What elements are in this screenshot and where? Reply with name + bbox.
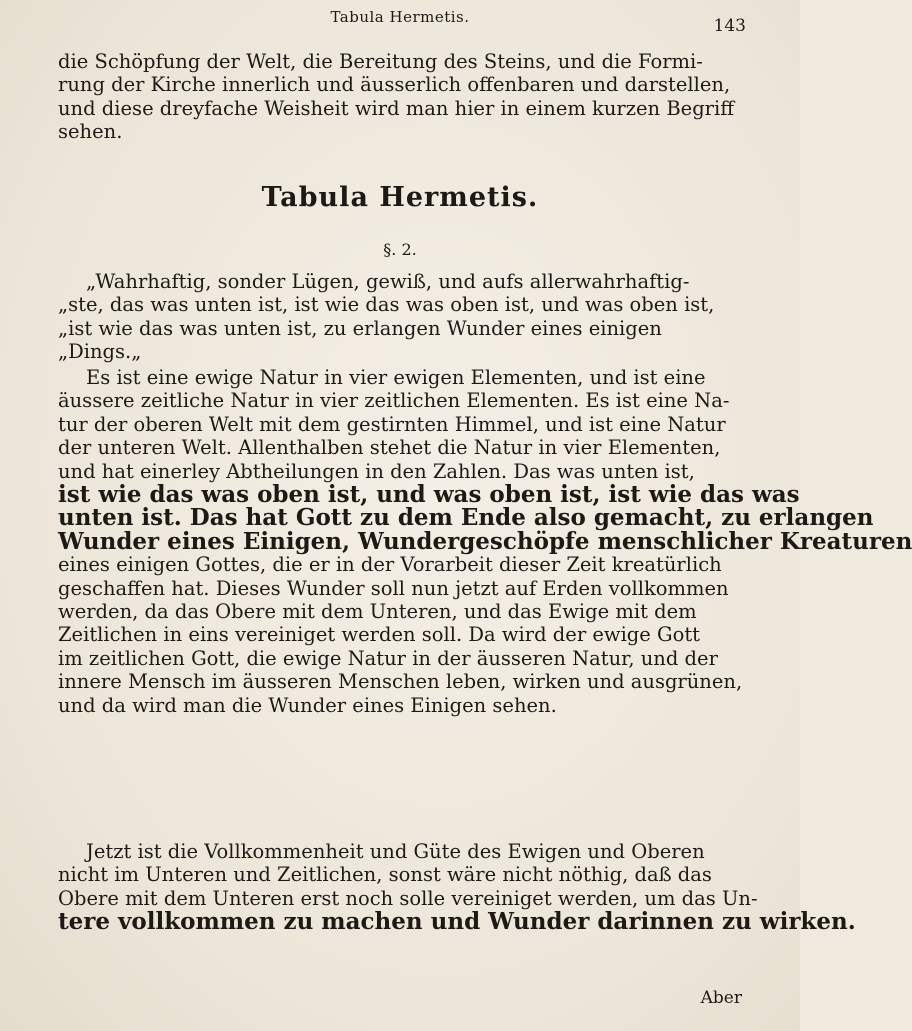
text-line: die Schöpfung der Welt, die Bereitung des Steins, und die Formi- [58, 50, 703, 73]
text-line: ist wie das was oben ist, und was oben ist, ist wie das was [58, 481, 800, 509]
text-line: und da wird man die Wunder eines Einigen sehen. [58, 693, 557, 717]
catchword: Aber [700, 988, 742, 1008]
text-line: unten ist. Das hat Gott zu dem Ende also gemacht, zu erlangen [58, 504, 874, 532]
text-line: eines einigen Gottes, die er in der Vorarbeit dieser Zeit kreatürlich [58, 553, 722, 577]
text-line: „ste, das was unten ist, ist wie das was oben ist, und was oben ist, [58, 293, 715, 317]
text-line: im zeitlichen Gott, die ewige Natur in der äusseren Natur, und der [58, 646, 718, 670]
text-line: Zeitlichen in eins vereiniget werden soll. Da wird der ewige Gott [58, 623, 701, 647]
section-heading: Tabula Hermetis. [261, 182, 539, 213]
section-number: §. 2. [383, 240, 417, 259]
closing-paragraph [58, 840, 856, 936]
text-line: sehen. [58, 120, 123, 144]
text-line: tere vollkommen zu machen und Wunder darinnen zu wirken. [58, 908, 856, 936]
text-line: und hat einerley Abtheilungen in den Zahlen. Das was unten ist, [58, 459, 695, 483]
text-line: der unteren Welt. Allenthalben stehet die Natur in vier Elementen, [58, 436, 721, 460]
text-line: äussere zeitliche Natur in vier zeitlichen Elementen. Es ist eine Na- [58, 389, 730, 413]
text-line: innere Mensch im äusseren Menschen leben, wirken und ausgrünen, [58, 670, 743, 694]
intro-paragraph [58, 50, 750, 144]
text-line: und diese dreyfache Weisheit wird man hier in einem kurzen Begriff [58, 96, 735, 120]
text-line: Obere mit dem Unteren erst noch solle vereiniget werden, um das Un- [58, 886, 758, 910]
text-line: „ist wie das was unten ist, zu erlangen Wunder eines einigen [58, 316, 662, 340]
text-line: werden, da das Obere mit dem Unteren, und das Ewige mit dem [58, 600, 697, 624]
text-line: „Dings.„ [58, 340, 142, 364]
text-line: geschaffen hat. Dieses Wunder soll nun jetzt auf Erden vollkommen [58, 576, 729, 600]
page-number: 143 [713, 16, 746, 36]
text-line: „Wahrhaftig, sonder Lügen, gewiß, und aufs allerwahrhaftig- [86, 270, 690, 293]
body-paragraph [58, 366, 912, 717]
text-line: nicht im Unteren und Zeitlichen, sonst wäre nicht nöthig, daß das [58, 863, 712, 887]
text-line: Wunder eines Einigen, Wundergeschöpfe menschlicher Kreaturen [58, 527, 912, 555]
text-line: tur der oberen Welt mit dem gestirnten Himmel, und ist eine Natur [58, 412, 726, 436]
quote-paragraph [58, 270, 750, 364]
text-line: rung der Kirche innerlich und äusserlich offenbaren und darstellen, [58, 73, 731, 97]
text-line: Jetzt ist die Vollkommenheit und Güte des Ewigen und Oberen [86, 840, 705, 863]
running-head: Tabula Hermetis. [330, 8, 470, 26]
text-line: Es ist eine ewige Natur in vier ewigen Elementen, und ist eine [86, 366, 706, 389]
